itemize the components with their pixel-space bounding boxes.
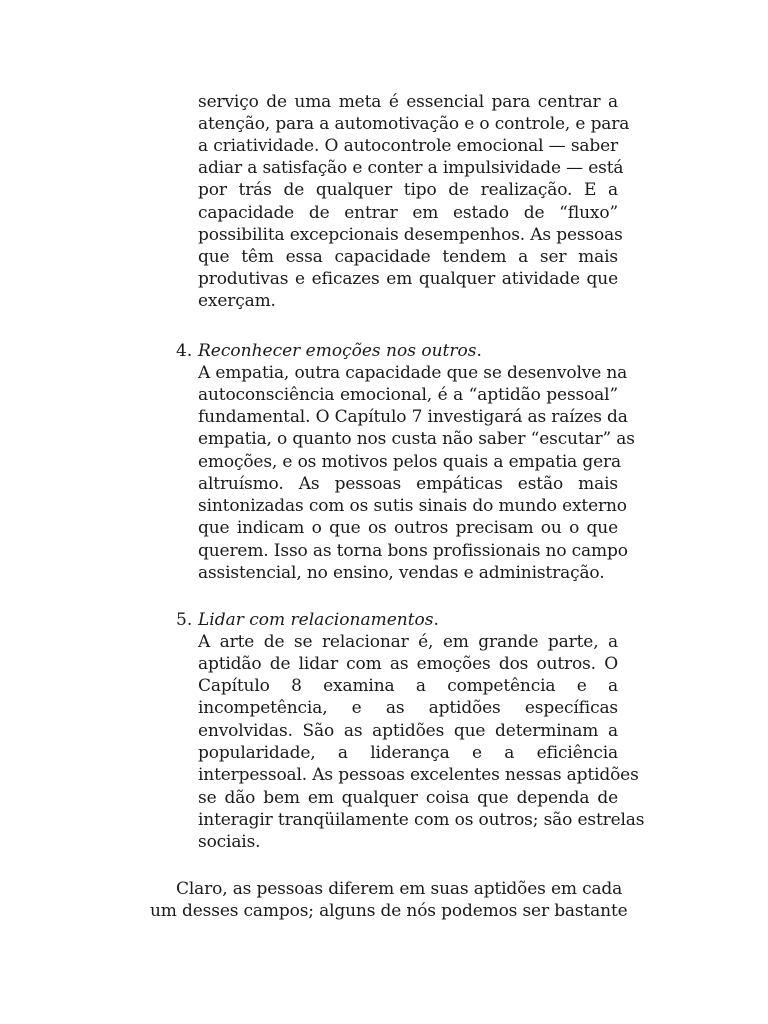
paragraph-line: popularidade, a liderança e a eficiência xyxy=(198,743,618,763)
list-item-heading xyxy=(176,340,482,362)
paragraph-line: exerçam. xyxy=(198,291,276,311)
paragraph-line: sociais. xyxy=(198,832,261,852)
paragraph-line: que indicam o que os outros precisam ou o que xyxy=(198,518,618,538)
paragraph-line: um desses campos; alguns de nós podemos ser bastante xyxy=(150,901,628,921)
paragraph-line: interagir tranqüilamente com os outros; são estrelas xyxy=(198,810,645,830)
list-item-number: 5. xyxy=(176,610,193,630)
list-item-title: Lidar com relacionamentos xyxy=(198,610,434,630)
paragraph-line: atenção, para a automotivação e o controle, e para xyxy=(198,114,630,134)
paragraph-line: autoconsciência emocional, é a “aptidão pessoal” xyxy=(198,385,618,405)
paragraph-line: envolvidas. São as aptidões que determinam a xyxy=(198,721,618,741)
paragraph-line: serviço de uma meta é essencial para centrar a xyxy=(198,92,618,112)
paragraph-line: sintonizadas com os sutis sinais do mundo externo xyxy=(198,496,627,516)
paragraph-line: se dão bem em qualquer coisa que dependa de xyxy=(198,788,618,808)
paragraph-line: a criatividade. O autocontrole emocional — saber xyxy=(198,136,618,156)
paragraph-line: A arte de se relacionar é, em grande parte, a xyxy=(198,632,618,652)
paragraph-line: por trás de qualquer tipo de realização. E a xyxy=(198,180,618,200)
paragraph-line: fundamental. O Capítulo 7 investigará as raízes da xyxy=(198,407,628,427)
list-item-heading xyxy=(176,609,439,631)
paragraph-line: produtivas e eficazes em qualquer atividade que xyxy=(198,269,618,289)
paragraph-line: que têm essa capacidade tendem a ser mais xyxy=(198,247,618,267)
paragraph-line: querem. Isso as torna bons profissionais no campo xyxy=(198,541,628,561)
paragraph-line: altruísmo. As pessoas empáticas estão mais xyxy=(198,474,618,494)
paragraph-line: aptidão de lidar com as emoções dos outros. O xyxy=(198,654,618,674)
paragraph-line: assistencial, no ensino, vendas e administração. xyxy=(198,563,605,583)
paragraph-line: incompetência, e as aptidões específicas xyxy=(198,698,618,718)
paragraph-line: adiar a satisfação e conter a impulsividade — está xyxy=(198,158,624,178)
paragraph-line: emoções, e os motivos pelos quais a empatia gera xyxy=(198,452,622,472)
paragraph-line: A empatia, outra capacidade que se desenvolve na xyxy=(198,363,628,383)
paragraph-line: empatia, o quanto nos custa não saber “escutar” as xyxy=(198,429,635,449)
paragraph-line: interpessoal. As pessoas excelentes nessas aptidões xyxy=(198,765,639,785)
list-item-title-period: . xyxy=(476,341,482,361)
paragraph-line: capacidade de entrar em estado de “fluxo” xyxy=(198,203,618,223)
list-item-title: Reconhecer emoções nos outros xyxy=(198,341,477,361)
paragraph-line: possibilita excepcionais desempenhos. As pessoas xyxy=(198,225,623,245)
list-item-title-period: . xyxy=(433,610,439,630)
paragraph-line: Claro, as pessoas diferem em suas aptidões em cada xyxy=(176,879,623,899)
list-item-number: 4. xyxy=(176,341,193,361)
paragraph-line: Capítulo 8 examina a competência e a xyxy=(198,676,618,696)
